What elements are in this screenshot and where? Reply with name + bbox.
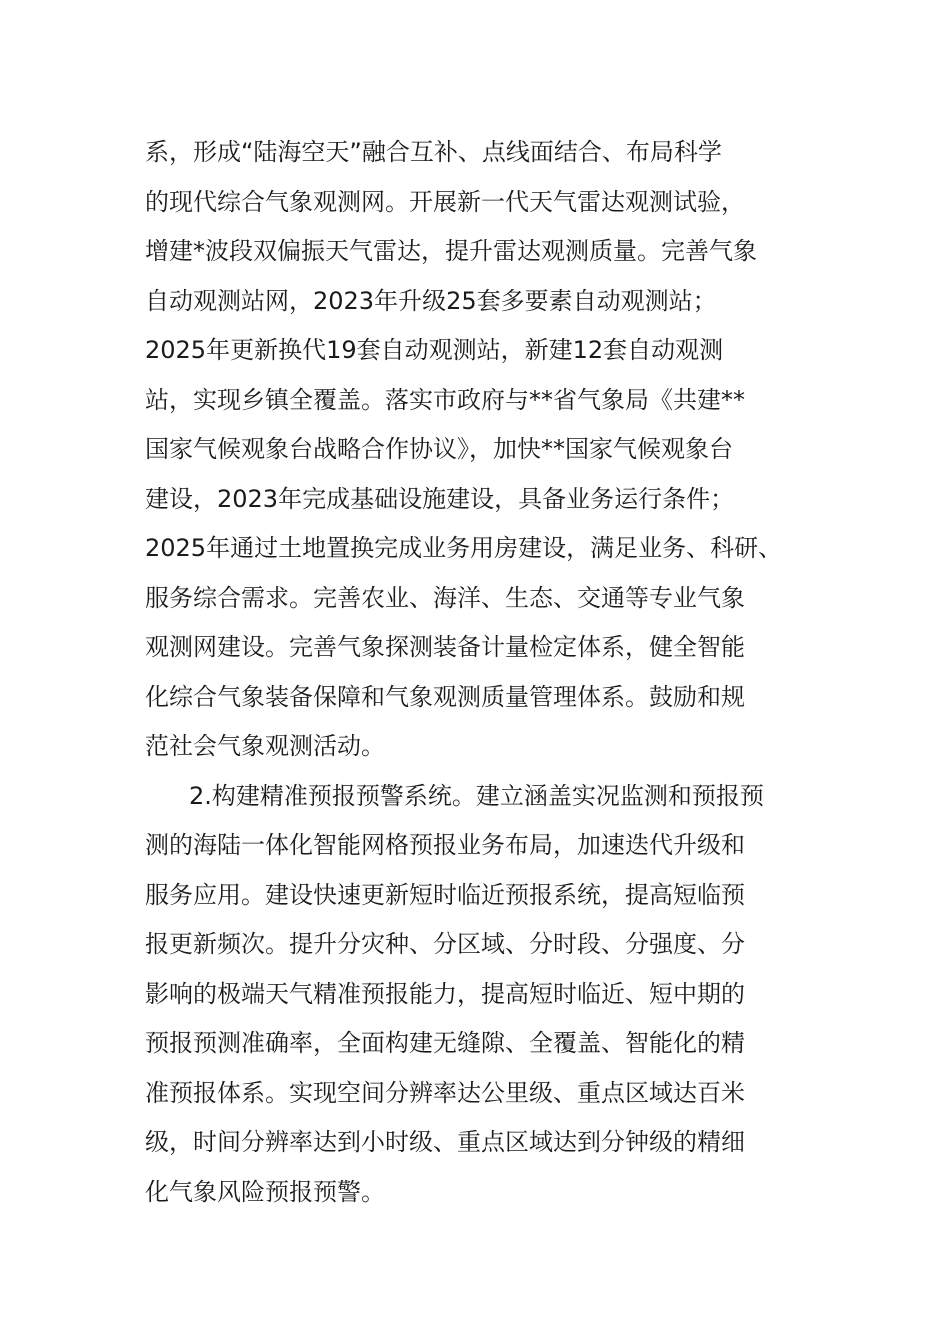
text-line: 建设，2023年完成基础设施建设，具备业务运行条件； (145, 484, 735, 513)
text-line: 测的海陆一体化智能网格预报业务布局，加速迭代升级和 (145, 831, 745, 859)
text-line-heading: 2.构建精准预报预警系统。建立涵盖实况监测和预报预 (189, 781, 764, 810)
text-line: 服务应用。建设快速更新短时临近预报系统，提高短临预 (145, 880, 745, 909)
text-line: 预报预测准确率，全面构建无缝隙、全覆盖、智能化的精 (145, 1029, 745, 1057)
text-line: 增建*波段双偏振天气雷达，提升雷达观测质量。完善气象 (145, 237, 757, 265)
text-line: 自动观测站网，2023年升级25套多要素自动观测站； (145, 286, 717, 315)
paragraph-observation-network (145, 128, 825, 772)
text-line: 站，实现乡镇全覆盖。落实市政府与**省气象局《共建** (145, 385, 745, 414)
text-line: 准预报体系。实现空间分辨率达公里级、重点区域达百米 (145, 1078, 745, 1107)
text-line: 化综合气象装备保障和气象观测质量管理体系。鼓励和规 (145, 682, 745, 711)
text-line: 级，时间分辨率达到小时级、重点区域达到分钟级的精细 (145, 1128, 745, 1156)
text-line: 服务综合需求。完善农业、海洋、生态、交通等专业气象 (145, 583, 745, 612)
paragraph-forecast-warning-system (145, 772, 825, 1218)
text-line: 报更新频次。提升分灾种、分区域、分时段、分强度、分 (145, 930, 745, 958)
text-line: 2025年更新换代19套自动观测站，新建12套自动观测 (145, 336, 724, 364)
text-line: 观测网建设。完善气象探测装备计量检定体系，健全智能 (145, 633, 745, 661)
text-line: 系，形成“陆海空天”融合互补、点线面结合、布局科学 (145, 138, 722, 166)
text-line: 的现代综合气象观测网。开展新一代天气雷达观测试验， (145, 187, 745, 216)
text-line: 2025年通过土地置换完成业务用房建设，满足业务、科研、 (145, 534, 783, 562)
text-line: 范社会气象观测活动。 (145, 732, 385, 760)
document-body (145, 128, 825, 1217)
text-line: 影响的极端天气精准预报能力，提高短时临近、短中期的 (145, 979, 745, 1008)
text-line: 化气象风险预报预警。 (145, 1177, 385, 1206)
text-line: 国家气候观象台战略合作协议》，加快**国家气候观象台 (145, 435, 733, 463)
